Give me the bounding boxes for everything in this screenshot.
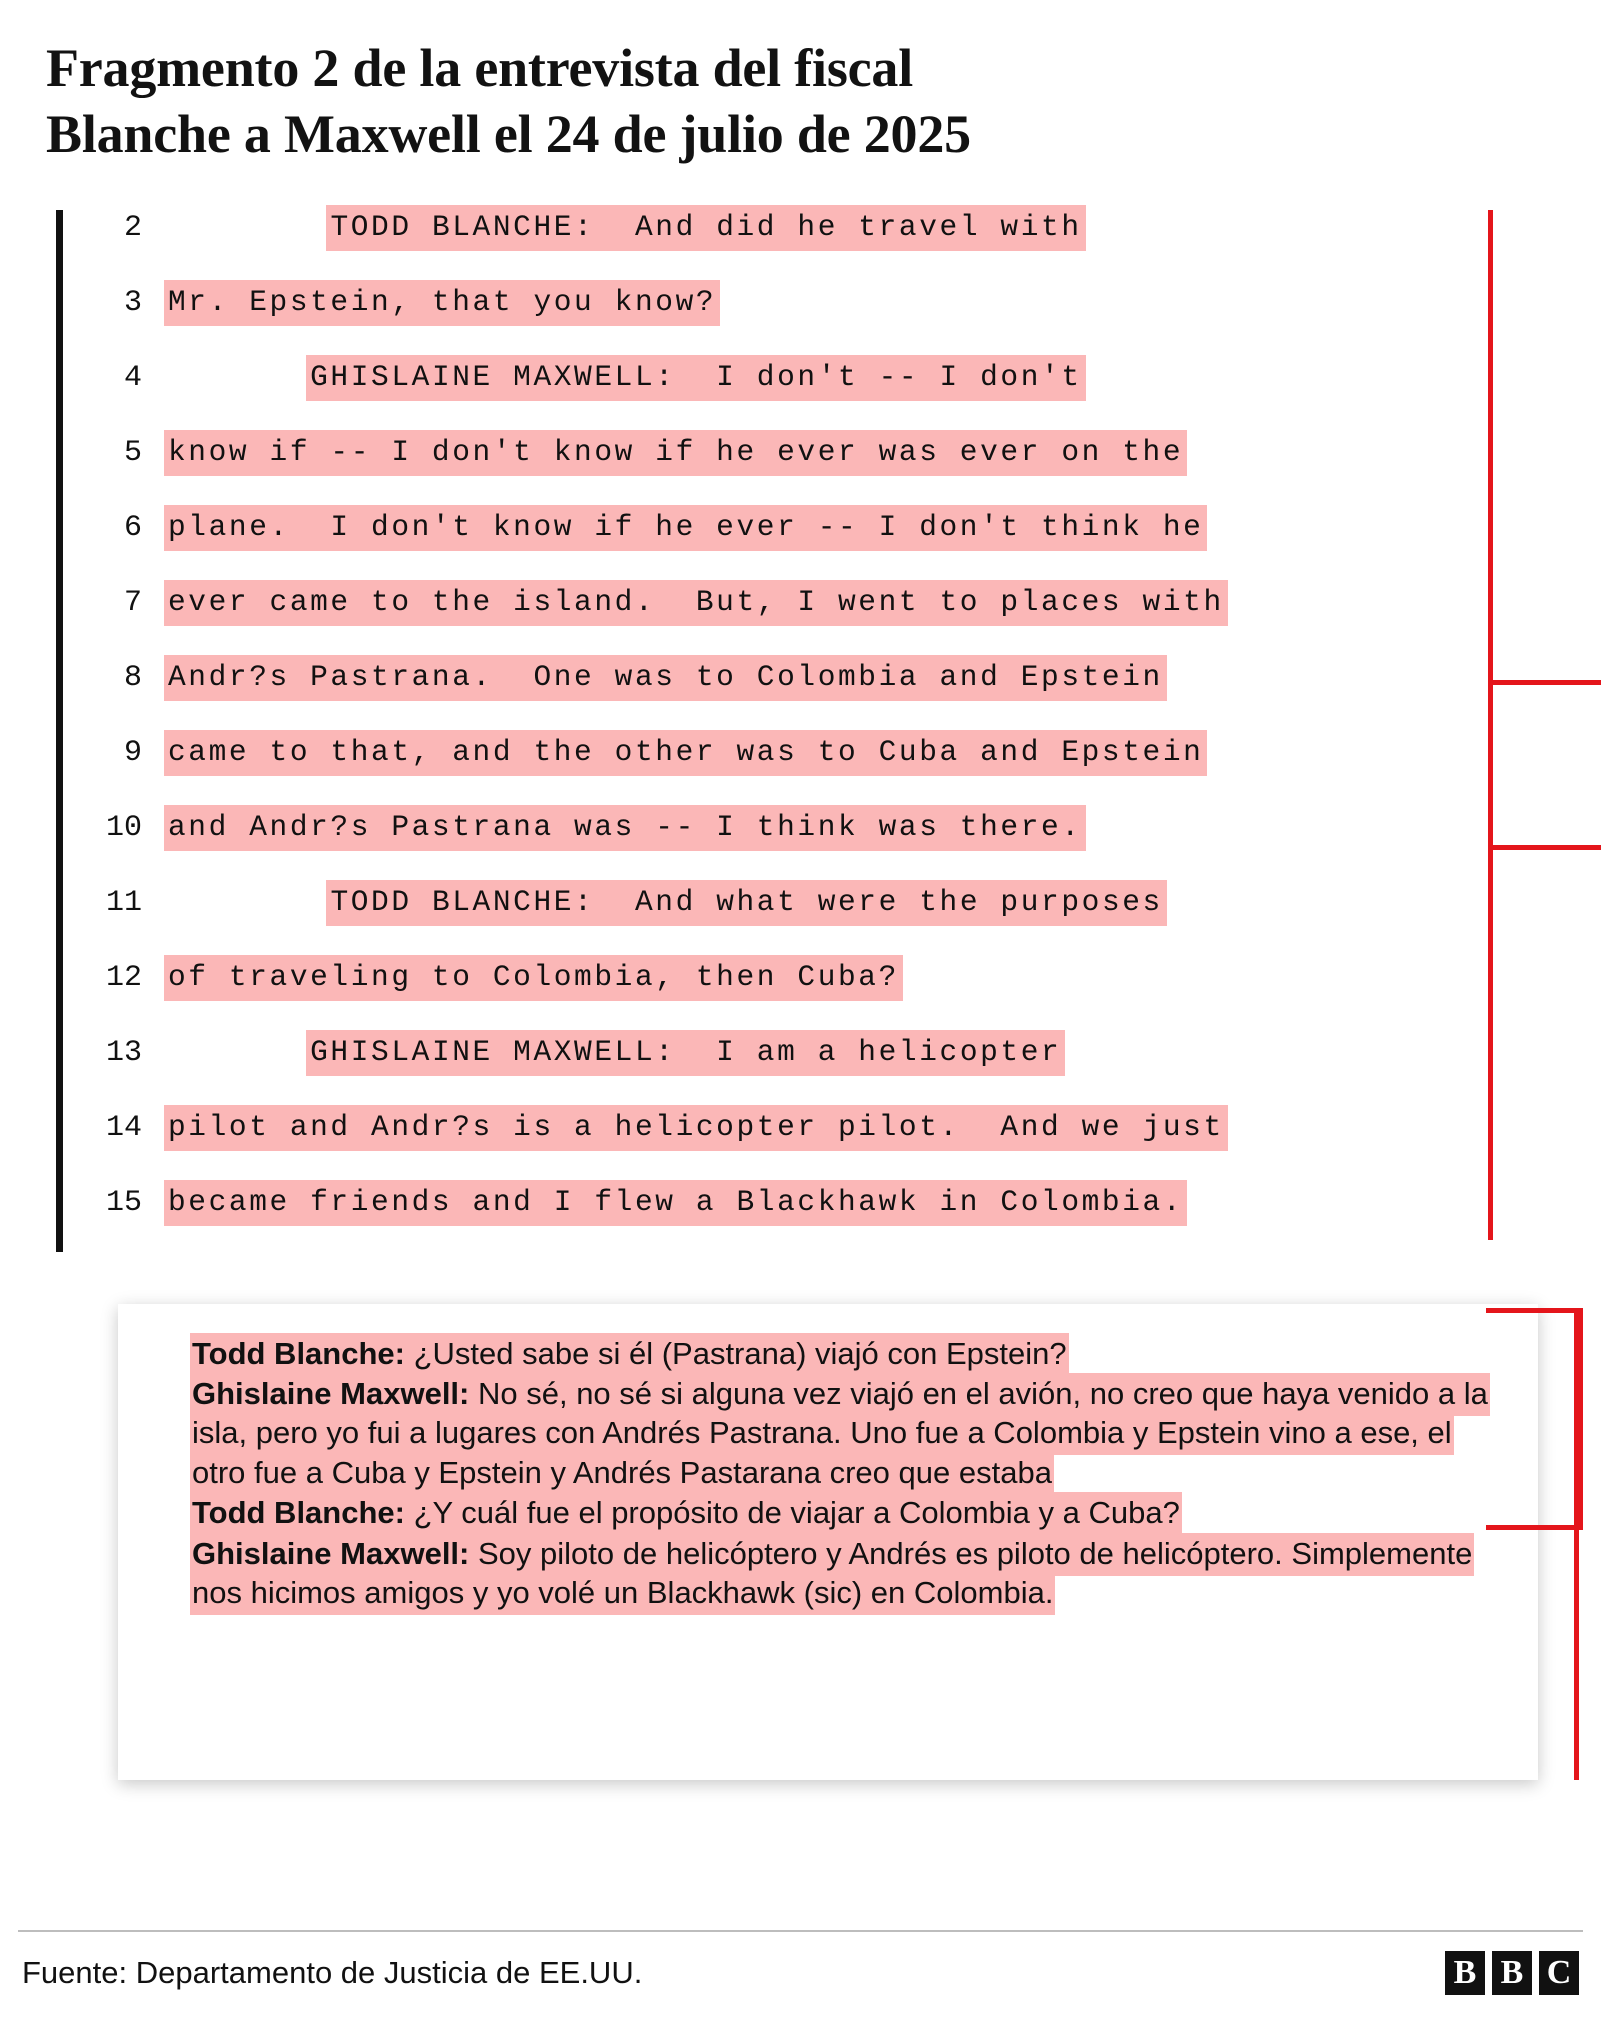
speaker-label: Todd Blanche: — [192, 1335, 405, 1371]
line-indent — [164, 1035, 306, 1069]
line-text — [164, 510, 1207, 544]
line-content: know if -- I don't know if he ever was ever on the — [164, 430, 1187, 476]
line-content: ever came to the island. But, I went to places with — [164, 580, 1228, 626]
line-text — [164, 960, 903, 994]
line-text — [164, 285, 720, 319]
speaker-text: Soy piloto de helicóptero y Andrés es piloto de helicóptero. Simplemente nos hicimos amigos y yo volé un Blackhawk (sic) en Colombia. — [192, 1535, 1473, 1610]
translation-card — [118, 1304, 1538, 1780]
source-text: Fuente: Departamento de Justicia de EE.UU. — [22, 1955, 643, 1990]
line-number: 5 — [123, 435, 142, 470]
transcript-line — [46, 1110, 1561, 1185]
line-text — [164, 735, 1207, 769]
line-number: 7 — [123, 585, 142, 620]
translation-paragraph — [190, 1493, 1504, 1532]
bbc-logo — [1445, 1951, 1579, 1995]
transcript-line — [46, 735, 1561, 810]
line-number: 2 — [123, 210, 142, 245]
speaker-text: No sé, no sé si alguna vez viajó en el avión, no creo que haya venido a la isla, pero yo fui a lugares con Andrés Pastrana. Uno fue a Colombia y Epstein vino a ese, el otro fue a Cuba y Epstein y Andrés Pastarana creo que estaba — [192, 1376, 1488, 1490]
line-number: 8 — [123, 660, 142, 695]
line-number: 4 — [123, 360, 142, 395]
line-number: 11 — [105, 885, 142, 920]
transcript-line — [46, 960, 1561, 1035]
line-text — [164, 660, 1167, 694]
line-text — [164, 1110, 1228, 1144]
speaker-label: Ghislaine Maxwell: — [192, 1376, 470, 1412]
translation-line — [190, 1492, 1182, 1535]
line-text — [164, 1035, 1065, 1069]
transcript-line — [46, 810, 1561, 885]
transcript-line — [46, 360, 1561, 435]
line-content: Mr. Epstein, that you know? — [164, 280, 720, 326]
bbc-logo-letter-1: B — [1445, 1951, 1485, 1995]
line-content: and Andr?s Pastrana was -- I think was there. — [164, 805, 1086, 851]
line-content: GHISLAINE MAXWELL: I am a helicopter — [306, 1030, 1065, 1076]
line-indent — [164, 360, 306, 394]
line-content: became friends and I flew a Blackhawk in Colombia. — [164, 1180, 1187, 1226]
translation-paragraph — [190, 1334, 1504, 1373]
line-content: plane. I don't know if he ever -- I don't think he — [164, 505, 1207, 551]
transcript-line — [46, 285, 1561, 360]
line-content: Andr?s Pastrana. One was to Colombia and Epstein — [164, 655, 1167, 701]
line-text — [164, 585, 1228, 619]
speaker-label: Todd Blanche: — [192, 1495, 405, 1531]
bbc-logo-letter-2: B — [1492, 1951, 1532, 1995]
line-content: TODD BLANCHE: And what were the purposes — [326, 880, 1166, 926]
transcript-line — [46, 210, 1561, 285]
transcript-left-rule — [56, 210, 63, 1252]
line-content: of traveling to Colombia, then Cuba? — [164, 955, 903, 1001]
speaker-text: ¿Y cuál fue el propósito de viajar a Colombia y a Cuba? — [404, 1495, 1180, 1531]
line-number: 3 — [123, 285, 142, 320]
transcript-line — [46, 510, 1561, 585]
line-text — [164, 1185, 1187, 1219]
line-number: 13 — [105, 1035, 142, 1070]
line-number: 10 — [105, 810, 142, 845]
footer — [22, 1946, 1579, 2000]
line-number: 15 — [105, 1185, 142, 1220]
card-highlight-bracket — [1486, 1308, 1583, 1530]
line-text — [164, 210, 1086, 244]
line-text — [164, 885, 1167, 919]
line-indent — [164, 885, 326, 919]
speaker-label: Ghislaine Maxwell: — [192, 1535, 470, 1571]
line-number: 14 — [105, 1110, 142, 1145]
line-text — [164, 810, 1086, 844]
page-title-line-1: Fragmento 2 de la entrevista del fiscal — [46, 38, 914, 98]
transcript-line — [46, 1185, 1561, 1260]
translation-line — [190, 1333, 1069, 1376]
footer-divider — [18, 1930, 1583, 1932]
transcript-line — [46, 660, 1561, 735]
line-indent — [164, 210, 326, 244]
line-content: came to that, and the other was to Cuba and Epstein — [164, 730, 1207, 776]
line-content: pilot and Andr?s is a helicopter pilot. And we just — [164, 1105, 1228, 1151]
line-text — [164, 360, 1086, 394]
transcript-line — [46, 585, 1561, 660]
transcript-line — [46, 435, 1561, 510]
bbc-logo-letter-3: C — [1539, 1951, 1579, 1995]
line-number: 9 — [123, 735, 142, 770]
translation-paragraph — [190, 1374, 1504, 1492]
translation-line — [190, 1373, 1490, 1495]
translation-line — [190, 1533, 1474, 1615]
transcript-block — [46, 210, 1561, 1270]
page-title — [40, 0, 1561, 168]
line-content: GHISLAINE MAXWELL: I don't -- I don't — [306, 355, 1086, 401]
line-number: 12 — [105, 960, 142, 995]
line-number: 6 — [123, 510, 142, 545]
line-content: TODD BLANCHE: And did he travel with — [326, 205, 1085, 251]
transcript-highlight-bracket — [1492, 680, 1601, 850]
transcript-line — [46, 1035, 1561, 1110]
transcript-line — [46, 885, 1561, 960]
page-title-line-2: Blanche a Maxwell el 24 de julio de 2025 — [46, 103, 971, 164]
translation-card-wrapper — [46, 1294, 1561, 1794]
line-text — [164, 435, 1187, 469]
speaker-text: ¿Usted sabe si él (Pastrana) viajó con Epstein? — [404, 1335, 1067, 1371]
translation-paragraph — [190, 1534, 1504, 1613]
